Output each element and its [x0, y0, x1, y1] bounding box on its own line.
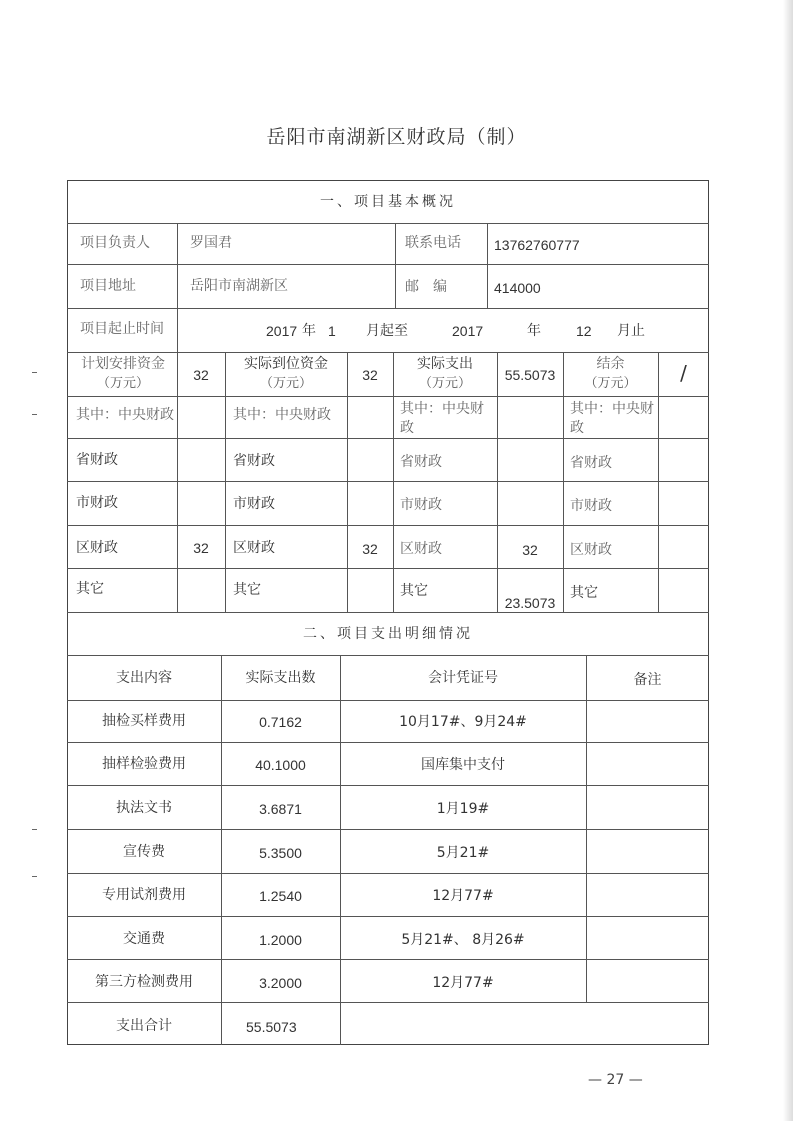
- expense-row-6-voucher: 12月77#: [432, 975, 494, 991]
- row-district-label-actual: 区财政: [233, 540, 275, 556]
- col-header-voucher: 会计凭证号: [428, 670, 498, 686]
- actual-funds-label: 实际到位资金: [244, 356, 328, 372]
- expense-row-2-item: 执法文书: [116, 800, 172, 816]
- expense-row-3-item: 宣传费: [123, 844, 165, 860]
- row-district-actual: 32: [362, 541, 378, 557]
- expense-label: 实际支出: [417, 356, 473, 372]
- expense-row-2-amount: 3.6871: [259, 801, 302, 817]
- actual-funds-value: 32: [362, 367, 378, 383]
- leader-value: 罗国君: [190, 235, 232, 251]
- planned-funds-value: 32: [193, 367, 209, 383]
- expense-row-2-voucher: 1月19#: [436, 801, 490, 817]
- col-header-amount: 实际支出数: [245, 670, 316, 686]
- expense-row-5-amount: 1.2000: [259, 932, 302, 948]
- col-header-note: 备注: [633, 672, 662, 688]
- section1-header: 一、项目基本概况: [320, 194, 456, 210]
- col-header-item: 支出内容: [116, 670, 172, 686]
- expense-row-1-voucher: 国库集中支付: [421, 757, 505, 773]
- row-district-label-balance: 区财政: [570, 542, 612, 558]
- period-nian-2: 年: [527, 323, 541, 339]
- expense-row-4-amount: 1.2540: [259, 888, 302, 904]
- row-central-label-balance: 其中：中央财政: [570, 401, 654, 436]
- phone-label: 联系电话: [405, 235, 461, 251]
- address-label: 项目地址: [80, 278, 136, 294]
- row-district-label: 区财政: [76, 540, 118, 556]
- row-other-label-balance: 其它: [570, 585, 598, 601]
- row-other-label-expense: 其它: [400, 583, 428, 599]
- expense-row-6-item: 第三方检测费用: [95, 974, 193, 990]
- row-other-expense: 23.5073: [504, 595, 556, 611]
- expense-value: 55.5073: [504, 367, 556, 383]
- expense-row-4-item: 专用试剂费用: [102, 887, 186, 903]
- expense-row-5-item: 交通费: [123, 931, 165, 947]
- phone-value: 13762760777: [494, 237, 580, 253]
- scan-edge-shadow: [783, 0, 793, 1121]
- period-nian-1: 年: [302, 323, 316, 339]
- expense-row-1-amount: 40.1000: [255, 757, 306, 773]
- expense-row-0-amount: 0.7162: [259, 714, 302, 730]
- expense-row-0-voucher: 10月17#、9月24#: [399, 714, 527, 730]
- expense-row-3-voucher: 5月21#: [436, 845, 490, 861]
- row-city-label-actual: 市财政: [233, 496, 275, 512]
- balance-label: 结余: [596, 356, 625, 372]
- period-label: 项目起止时间: [80, 321, 164, 337]
- row-central-label-actual: 其中：中央财政: [233, 407, 331, 423]
- leader-label: 项目负责人: [80, 235, 150, 251]
- row-province-label-balance: 省财政: [570, 455, 612, 471]
- row-other-label-actual: 其它: [233, 582, 261, 598]
- row-central-label-expense: 其中：中央财政: [400, 401, 484, 436]
- expense-row-5-voucher: 5月21#、 8月26#: [401, 932, 525, 948]
- address-value: 岳阳市南湖新区: [190, 278, 288, 294]
- page-title: 岳阳市南湖新区财政局（制）: [266, 126, 527, 148]
- expense-total-label: 支出合计: [116, 1018, 172, 1034]
- period-start-month: 1: [328, 323, 336, 339]
- section2-header: 二、项目支出明细情况: [303, 626, 473, 642]
- period-end-month: 12: [576, 323, 592, 339]
- expense-row-6-amount: 3.2000: [259, 975, 302, 991]
- balance-unit: （万元）: [584, 376, 637, 391]
- row-province-label: 省财政: [76, 452, 118, 468]
- row-other-label: 其它: [76, 581, 104, 597]
- row-city-label-expense: 市财政: [400, 497, 442, 513]
- planned-funds-label: 计划安排资金: [81, 356, 165, 372]
- actual-funds-unit: （万元）: [259, 376, 312, 391]
- row-city-label: 市财政: [76, 495, 118, 511]
- expense-row-1-item: 抽样检验费用: [102, 756, 186, 772]
- period-end-year: 2017: [452, 323, 484, 339]
- period-end-suffix: 月止: [617, 323, 645, 339]
- planned-funds-unit: （万元）: [96, 376, 149, 391]
- postcode-label: 邮 编: [405, 279, 447, 295]
- row-district-label-expense: 区财政: [400, 541, 442, 557]
- expense-row-4-voucher: 12月77#: [432, 888, 494, 904]
- expense-unit: （万元）: [418, 376, 471, 391]
- row-province-label-expense: 省财政: [400, 454, 442, 470]
- row-district-planned: 32: [193, 540, 209, 556]
- row-district-expense: 32: [522, 542, 538, 558]
- expense-row-3-amount: 5.3500: [259, 845, 302, 861]
- page-number: — 27 —: [588, 1072, 643, 1088]
- expense-total-value: 55.5073: [246, 1019, 297, 1035]
- row-city-label-balance: 市财政: [570, 498, 612, 514]
- row-province-label-actual: 省财政: [233, 453, 275, 469]
- balance-value: /: [680, 361, 687, 385]
- row-central-label: 其中：中央财政: [76, 407, 174, 423]
- expense-row-0-item: 抽检买样费用: [102, 713, 186, 729]
- period-start-suffix: 月起至: [366, 323, 408, 339]
- period-start-year: 2017: [266, 323, 298, 339]
- postcode-value: 414000: [494, 280, 541, 296]
